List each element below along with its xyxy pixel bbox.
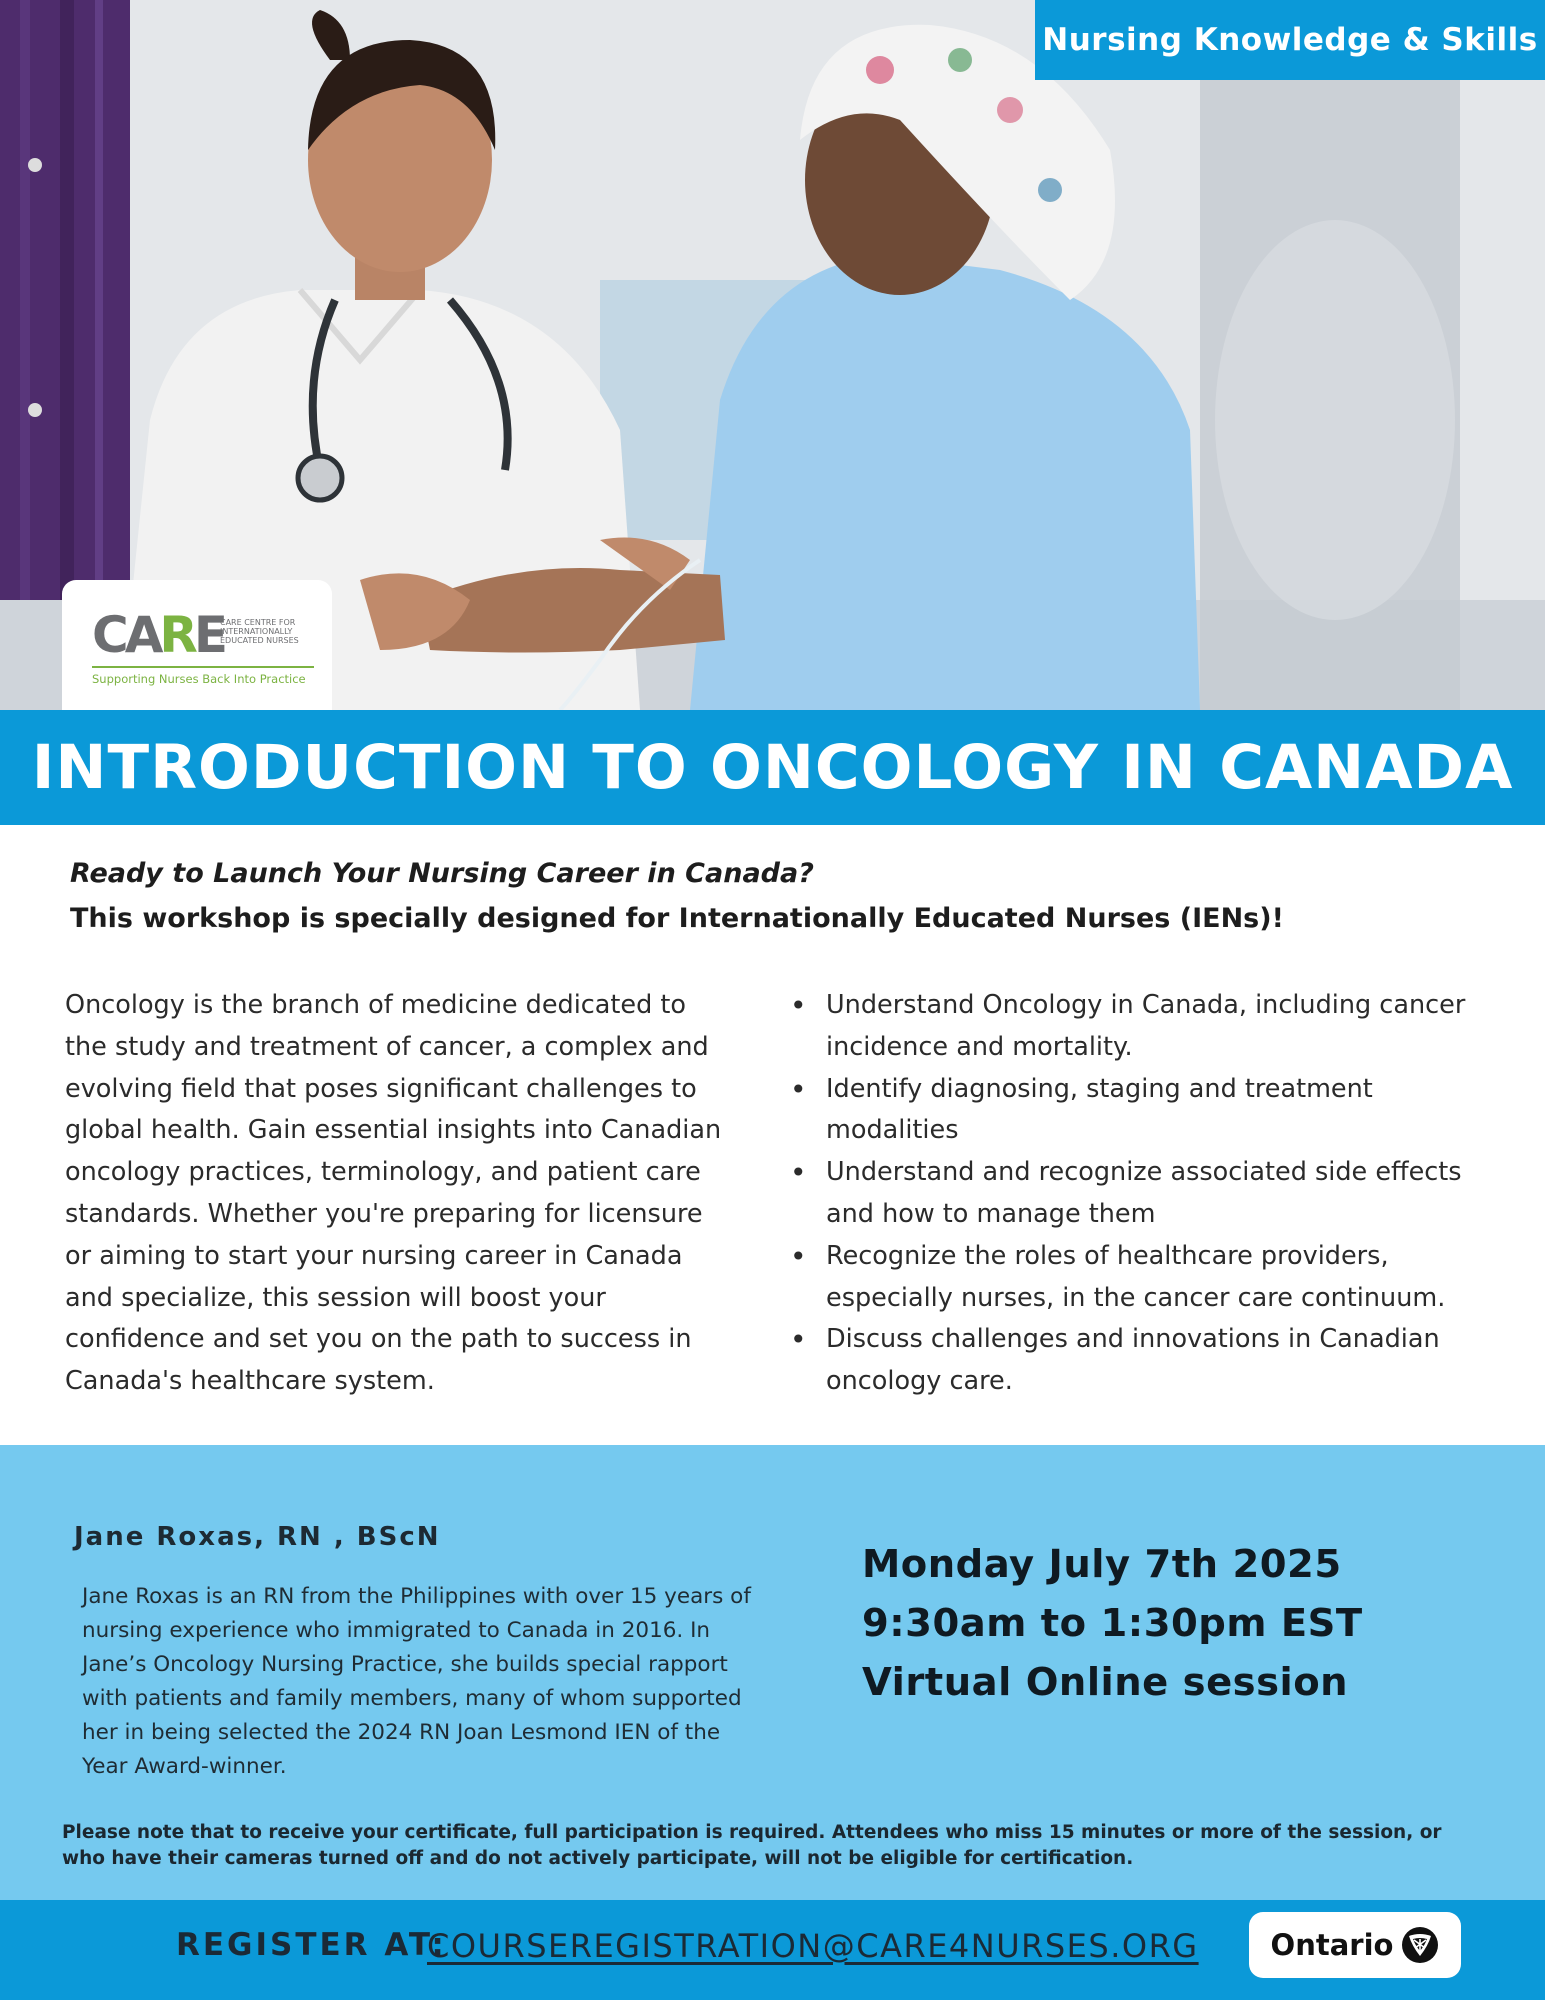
care-wordmark-ca: CA — [92, 606, 160, 664]
objective-item: • Identify diagnosing, staging and treatment modalities — [790, 1069, 1490, 1153]
intro-question: Ready to Launch Your Nursing Career in Canada? — [70, 858, 814, 889]
learning-objectives — [790, 985, 1490, 1403]
certificate-note: Please note that to receive your certificate, full participation is required. Attendees who miss 15 minutes or more of the session, or who have their cameras turned off and do not actively participate, will not be eligible for certification. — [62, 1822, 1442, 1869]
event-details — [862, 1535, 1363, 1712]
speaker-bio: Jane Roxas is an RN from the Philippines with over 15 years of nursing experience who immigrated to Canada in 2016. In Jane’s Oncology Nursing Practice, she builds special rapport with patients and family members, many of whom supported her in being selected the 2024 RN Joan Lesmond IEN of the Year Award-winner. — [82, 1584, 751, 1779]
intro-statement: This workshop is specially designed for Internationally Educated Nurses (IENs)! — [70, 903, 1284, 934]
event-format: Virtual Online session — [862, 1660, 1349, 1705]
objective-item: • Discuss challenges and innovations in Canadian oncology care. — [790, 1319, 1490, 1403]
event-date: Monday July 7th 2025 — [862, 1542, 1342, 1587]
hero-photo — [0, 0, 1545, 710]
ontario-wordmark: Ontario — [1270, 1928, 1394, 1962]
care-logo-divider — [92, 666, 314, 668]
care-logo-subtitle: CARE CENTRE FOR INTERNATIONALLY EDUCATED NURSES — [220, 618, 299, 645]
title-band — [0, 710, 1545, 825]
course-description: Oncology is the branch of medicine dedicated to the study and treatment of cancer, a complex and evolving field that poses significant challenges to global health. Gain essential insights into Canadian oncology practices, terminology, and patient care standards. Whether you're preparing for licensure or aiming to start your nursing career in Canada and specialize, this session will boost your confidence and set you on the path to success in Canada's healthcare system. — [65, 990, 722, 1397]
care-logo-tagline: Supporting Nurses Back Into Practice — [92, 672, 306, 686]
register-label: REGISTER AT: — [176, 1927, 447, 1963]
objective-item: • Understand and recognize associated side effects and how to manage them — [790, 1152, 1490, 1236]
care-wordmark — [92, 606, 225, 664]
event-time: 9:30am to 1:30pm EST — [862, 1601, 1363, 1646]
care-logo — [62, 580, 332, 710]
ontario-trillium-icon — [1401, 1926, 1439, 1964]
objective-item: • Recognize the roles of healthcare providers, especially nurses, in the cancer care continuum. — [790, 1236, 1490, 1320]
objective-item: • Understand Oncology in Canada, including cancer incidence and mortality. — [790, 985, 1490, 1069]
registration-email-link[interactable]: COURSEREGISTRATION@CARE4NURSES.ORG — [427, 1927, 1199, 1965]
care-wordmark-e: E — [193, 606, 225, 664]
speaker-name: Jane Roxas, RN , BScN — [74, 1522, 441, 1552]
page-title: INTRODUCTION TO ONCOLOGY IN CANADA — [31, 732, 1514, 803]
care-wordmark-r: R — [159, 606, 194, 664]
category-tag: Nursing Knowledge & Skills — [1035, 0, 1545, 80]
ontario-logo — [1249, 1912, 1461, 1978]
